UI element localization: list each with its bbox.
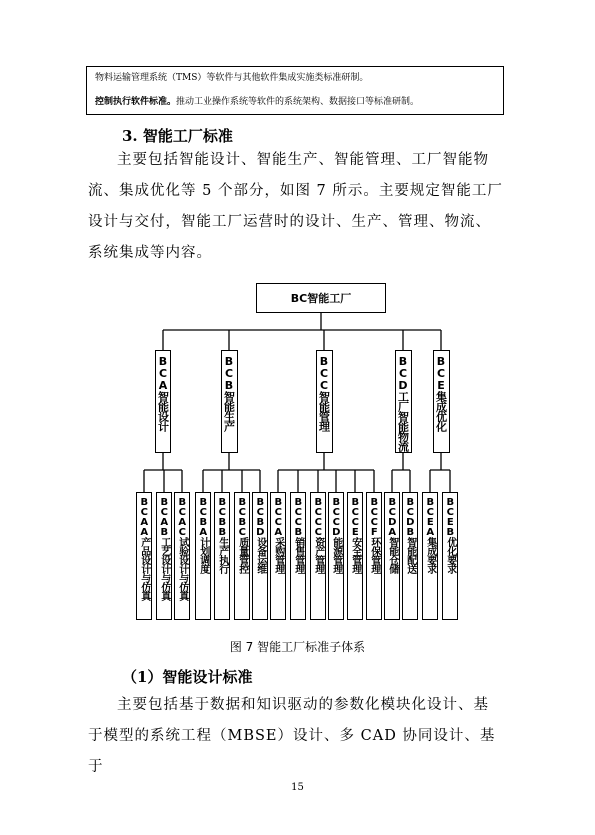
level2-node-label: BCEA集成要求 bbox=[424, 497, 436, 573]
level1-node-label: BCB智能生产 bbox=[222, 355, 236, 431]
level2-node-label: BCBD设备运维 bbox=[254, 497, 266, 573]
level1-node bbox=[221, 350, 238, 453]
level2-node bbox=[136, 492, 152, 620]
level2-node bbox=[290, 492, 306, 620]
level1-node bbox=[155, 350, 171, 453]
level2-node bbox=[174, 492, 190, 620]
level2-node bbox=[328, 492, 344, 620]
section-heading: 3. 智能工厂标准 bbox=[122, 127, 233, 145]
level2-node-label: BCCC资产管理 bbox=[312, 497, 324, 573]
level2-node-label: BCAB工艺设计与仿真 bbox=[158, 497, 170, 600]
intro-line-4: 系统集成等内容。 bbox=[88, 245, 212, 261]
level2-node-label: BCBB生产执行 bbox=[216, 497, 228, 573]
level2-node bbox=[402, 492, 418, 620]
intro-line-2: 流、集成优化等 5 个部分，如图 7 所示。主要规定智能工厂 bbox=[88, 183, 503, 199]
intro-line-1: 主要包括智能设计、智能生产、智能管理、工厂智能物 bbox=[117, 152, 489, 168]
level2-node bbox=[214, 492, 230, 620]
level2-node-label: BCCD能源管理 bbox=[330, 497, 342, 573]
level2-node bbox=[384, 492, 400, 620]
level1-node bbox=[316, 350, 333, 453]
excerpt-bold-term: 控制执行软件标准。 bbox=[95, 97, 177, 107]
sub-paragraph bbox=[88, 690, 508, 783]
intro-line-3: 设计与交付，智能工厂运营时的设计、生产、管理、物流、 bbox=[88, 214, 491, 230]
level2-node bbox=[422, 492, 438, 620]
level2-node bbox=[442, 492, 458, 620]
level2-node-label: BCCE安全管理 bbox=[349, 497, 361, 573]
level1-node bbox=[395, 350, 412, 453]
level2-node-label: BCCA采购管理 bbox=[272, 497, 284, 573]
sub-heading: （1）智能设计标准 bbox=[122, 668, 253, 686]
level1-node-label: BCD工厂智能物流 bbox=[396, 355, 410, 451]
root-node bbox=[256, 283, 386, 313]
root-node-label: BC智能工厂 bbox=[290, 292, 352, 305]
level1-node-label: BCE集成优化 bbox=[434, 355, 448, 431]
sub-line-1: 主要包括基于数据和知识驱动的参数化模块化设计、基 bbox=[117, 697, 489, 713]
level2-node-label: BCEB优化要求 bbox=[444, 497, 456, 573]
level2-node-label: BCDB智能配送 bbox=[404, 497, 416, 573]
level2-node-label: BCAC试验设计与仿真 bbox=[176, 497, 188, 600]
level2-node bbox=[366, 492, 382, 620]
level2-node bbox=[252, 492, 268, 620]
excerpt-line-2-rest: 推动工业操作系统等软件的系统架构、数据接口等标准研制。 bbox=[176, 97, 420, 107]
level1-node-label: BCC智能管理 bbox=[317, 355, 331, 431]
level2-node bbox=[234, 492, 250, 620]
level2-node bbox=[310, 492, 326, 620]
level2-node-label: BCBC质量管控 bbox=[236, 497, 248, 573]
page-number: 15 bbox=[291, 782, 304, 793]
level2-node bbox=[347, 492, 363, 620]
level2-node-label: BCBA计划调度 bbox=[197, 497, 209, 573]
level1-node-label: BCA智能设计 bbox=[156, 355, 170, 431]
figure-caption: 图 7 智能工厂标准子体系 bbox=[229, 640, 366, 654]
level2-node-label: BCDA智能仓储 bbox=[386, 497, 398, 573]
level2-node-label: BCAA产品设计与仿真 bbox=[138, 497, 150, 600]
level2-node bbox=[270, 492, 286, 620]
level2-node-label: BCCF环保管理 bbox=[368, 497, 380, 573]
level2-node-label: BCCB销售管理 bbox=[292, 497, 304, 573]
sub-line-2: 于模型的系统工程（MBSE）设计、多 CAD 协同设计、基于 bbox=[88, 728, 496, 775]
level1-node bbox=[433, 350, 450, 453]
level2-node bbox=[156, 492, 172, 620]
excerpt-line-1: 物料运输管理系统（TMS）等软件与其他软件集成实施类标准研制。 bbox=[95, 73, 369, 83]
level2-node bbox=[195, 492, 211, 620]
